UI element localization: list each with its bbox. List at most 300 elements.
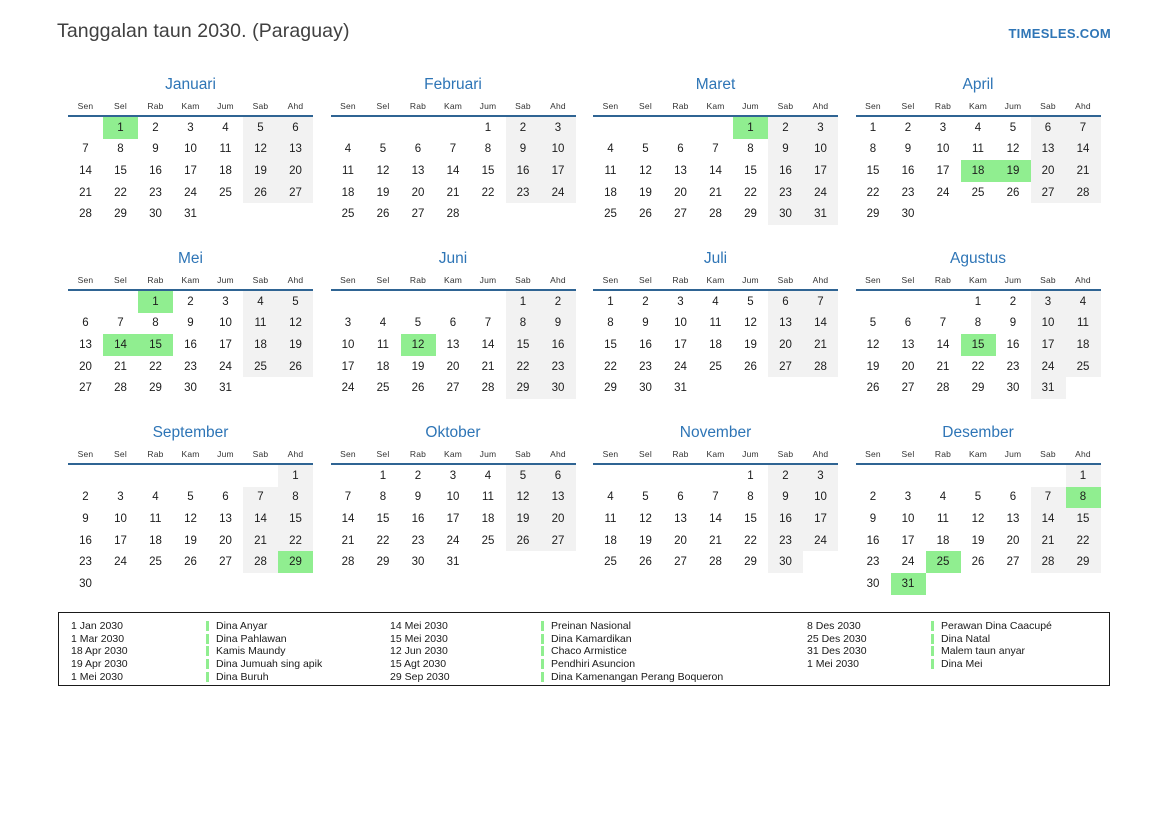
- week-row: [68, 313, 313, 335]
- day-cell: 1: [138, 291, 173, 313]
- month-juli: [593, 249, 838, 423]
- week-row: [593, 377, 838, 399]
- day-cell: 6: [82, 317, 89, 330]
- day-header: Kam: [181, 101, 200, 111]
- week-row: [68, 117, 313, 139]
- day-cell: 19: [376, 186, 390, 199]
- day-cell: 4: [712, 295, 719, 308]
- day-cell: 15: [604, 338, 617, 351]
- legend-row: [71, 658, 390, 671]
- empty-cell: [768, 377, 803, 399]
- month-title: September: [152, 424, 229, 441]
- day-header: Ahd: [812, 275, 829, 285]
- day-cell: 29: [114, 208, 127, 221]
- empty-cell: [173, 573, 208, 595]
- week-row: [856, 356, 1101, 378]
- day-cell: 27: [768, 356, 803, 378]
- empty-cell: [803, 377, 838, 399]
- day-cell: 6: [677, 143, 684, 156]
- day-header: Sen: [340, 101, 356, 111]
- site-link[interactable]: TIMESLES.COM: [1008, 26, 1111, 41]
- day-header: Sen: [865, 275, 881, 285]
- day-cell: 3: [117, 491, 124, 504]
- day-header: Kam: [706, 275, 725, 285]
- day-cell: 9: [152, 143, 159, 156]
- day-cell: 11: [342, 164, 354, 177]
- week-row: [593, 508, 838, 530]
- holiday-name: [541, 658, 635, 670]
- day-cell: 16: [149, 164, 162, 177]
- day-cell: 9: [82, 512, 89, 525]
- day-cell: 3: [187, 121, 194, 134]
- day-cell: 14: [481, 338, 495, 351]
- empty-cell: [961, 465, 996, 487]
- holiday-marker-icon: [931, 646, 934, 656]
- day-cell: 5: [506, 465, 541, 487]
- month-april: [856, 75, 1101, 249]
- day-cell: 24: [901, 556, 915, 569]
- holiday-name-text: Preinan Nasional: [551, 620, 631, 633]
- legend-group: [807, 620, 1107, 685]
- empty-cell: [471, 551, 506, 573]
- day-cell: 12: [639, 164, 652, 177]
- day-header: Sen: [602, 449, 619, 459]
- day-cell: 1: [733, 117, 768, 139]
- day-header: Rab: [672, 101, 689, 111]
- day-header: Sab: [777, 101, 794, 111]
- legend-group: [390, 620, 807, 685]
- day-cell: 13: [219, 512, 232, 525]
- week-row: [593, 160, 838, 182]
- day-cell: 26: [278, 356, 313, 378]
- day-cell: 14: [79, 164, 92, 177]
- day-cell: 17: [114, 534, 127, 547]
- day-cell: 28: [341, 556, 355, 569]
- day-header-row: [593, 446, 838, 465]
- month-oktober: [331, 423, 576, 597]
- day-header: Sel: [114, 449, 127, 459]
- day-cell: 17: [901, 534, 915, 547]
- day-header: Rab: [672, 275, 689, 285]
- day-cell: 10: [114, 512, 127, 525]
- week-row: [593, 334, 838, 356]
- day-cell: 12: [278, 313, 313, 335]
- week-row: [68, 334, 313, 356]
- day-cell: 20: [674, 534, 687, 547]
- holiday-name-text: Kamis Maundy: [216, 645, 286, 658]
- day-cell: 19: [278, 334, 313, 356]
- day-cell: 20: [1031, 160, 1066, 182]
- empty-cell: [471, 291, 506, 313]
- legend-group: [71, 620, 390, 685]
- holiday-date: 31 Des 2030: [807, 645, 867, 658]
- day-cell: 8: [869, 143, 877, 156]
- day-cell: 19: [506, 508, 541, 530]
- day-cell: 30: [866, 577, 880, 590]
- day-cell: 16: [506, 160, 541, 182]
- month-title: Oktober: [425, 424, 481, 441]
- day-cell: 19: [996, 160, 1031, 182]
- day-cell: 19: [411, 360, 425, 373]
- month-title: Juni: [438, 250, 468, 267]
- day-cell: 18: [243, 334, 278, 356]
- day-header: Kam: [706, 449, 725, 459]
- empty-cell: [961, 203, 996, 225]
- day-cell: 28: [1031, 551, 1066, 573]
- empty-cell: [1066, 377, 1101, 399]
- legend-row: [71, 620, 390, 633]
- day-cell: 26: [1006, 186, 1020, 199]
- day-cell: 23: [506, 182, 541, 204]
- week-row: [856, 203, 1101, 225]
- day-cell: 5: [869, 317, 877, 330]
- day-cell: 17: [219, 338, 232, 351]
- day-cell: 24: [114, 556, 127, 569]
- day-cell: 25: [926, 551, 961, 573]
- day-header: Rab: [934, 275, 952, 285]
- day-cell: 21: [803, 334, 838, 356]
- day-cell: 8: [974, 317, 982, 330]
- day-cell: 4: [344, 143, 352, 156]
- empty-cell: [68, 465, 103, 487]
- holiday-name: [931, 658, 982, 670]
- day-cell: 9: [1009, 317, 1017, 330]
- day-cell: 5: [747, 295, 754, 308]
- day-cell: 6: [449, 317, 457, 330]
- day-cell: 28: [79, 208, 92, 221]
- day-cell: 24: [184, 186, 197, 199]
- week-row: [856, 487, 1101, 509]
- holiday-marker-icon: [541, 621, 544, 631]
- day-cell: 7: [712, 491, 719, 504]
- day-cell: 10: [541, 139, 576, 161]
- day-cell: 13: [901, 338, 915, 351]
- day-cell: 13: [674, 512, 687, 525]
- day-cell: 9: [187, 317, 194, 330]
- day-cell: 18: [604, 186, 617, 199]
- empty-cell: [471, 203, 506, 225]
- day-cell: 3: [803, 117, 838, 139]
- legend-row: [390, 658, 807, 671]
- day-header: Kam: [968, 275, 988, 285]
- day-header: Ahd: [1075, 101, 1091, 111]
- day-cell: 8: [117, 143, 124, 156]
- day-cell: 13: [411, 164, 425, 177]
- week-row: [68, 508, 313, 530]
- day-cell: 23: [79, 556, 92, 569]
- month-januari: [68, 75, 313, 249]
- day-cell: 12: [401, 334, 436, 356]
- calendar-grid: [0, 75, 1169, 597]
- day-cell: 26: [184, 556, 197, 569]
- holiday-name-text: Dina Natal: [941, 632, 991, 645]
- day-cell: 2: [506, 117, 541, 139]
- day-cell: 28: [243, 551, 278, 573]
- day-header-row: [593, 98, 838, 117]
- empty-cell: [1031, 465, 1066, 487]
- day-cell: 30: [768, 203, 803, 225]
- day-header: Rab: [934, 101, 952, 111]
- holiday-name-text: Dina Buruh: [216, 670, 269, 683]
- day-cell: 5: [974, 491, 982, 504]
- month-title: Februari: [424, 76, 482, 93]
- empty-cell: [243, 573, 278, 595]
- empty-cell: [698, 117, 733, 139]
- day-cell: 23: [639, 360, 652, 373]
- month-title: Maret: [695, 76, 736, 93]
- holiday-name: [206, 671, 269, 683]
- day-cell: 19: [971, 534, 985, 547]
- day-header: Jum: [217, 275, 234, 285]
- day-cell: 3: [803, 465, 838, 487]
- day-cell: 22: [278, 530, 313, 552]
- day-cell: 6: [541, 465, 576, 487]
- empty-cell: [366, 291, 401, 313]
- day-cell: 12: [184, 512, 197, 525]
- day-cell: 7: [1066, 117, 1101, 139]
- day-header: Sel: [639, 449, 652, 459]
- day-header: Jum: [742, 101, 759, 111]
- empty-cell: [401, 291, 436, 313]
- day-header: Jum: [1004, 101, 1022, 111]
- empty-cell: [926, 465, 961, 487]
- page-header: [0, 0, 1169, 55]
- day-cell: 31: [1031, 377, 1066, 399]
- day-cell: 31: [219, 382, 232, 395]
- week-row: [68, 160, 313, 182]
- legend-row: [807, 645, 1107, 658]
- day-cell: 2: [768, 465, 803, 487]
- day-cell: 31: [803, 203, 838, 225]
- day-cell: 21: [709, 534, 722, 547]
- day-cell: 14: [1066, 139, 1101, 161]
- day-cell: 25: [604, 208, 617, 221]
- day-cell: 26: [639, 208, 652, 221]
- day-header-row: [68, 98, 313, 117]
- empty-cell: [541, 551, 576, 573]
- day-cell: 27: [79, 382, 92, 395]
- day-cell: 20: [901, 360, 915, 373]
- day-header: Sab: [777, 449, 794, 459]
- day-cell: 10: [1031, 313, 1066, 335]
- week-row: [68, 203, 313, 225]
- holiday-name-text: Chaco Armistice: [551, 645, 627, 658]
- day-cell: 24: [446, 534, 460, 547]
- legend-row: [807, 633, 1107, 646]
- empty-cell: [278, 377, 313, 399]
- day-cell: 25: [971, 186, 985, 199]
- day-cell: 7: [449, 143, 457, 156]
- holiday-name: [206, 645, 285, 657]
- day-cell: 18: [961, 160, 996, 182]
- day-cell: 2: [869, 491, 877, 504]
- day-cell: 16: [901, 164, 915, 177]
- day-cell: 24: [674, 360, 687, 373]
- day-header: Sel: [376, 449, 390, 459]
- empty-cell: [138, 465, 173, 487]
- holiday-name: [931, 645, 1025, 657]
- day-cell: 13: [768, 313, 803, 335]
- day-cell: 13: [1031, 139, 1066, 161]
- day-cell: 28: [114, 382, 127, 395]
- week-row: [856, 182, 1101, 204]
- day-cell: 15: [114, 164, 127, 177]
- day-cell: 22: [114, 186, 127, 199]
- day-cell: 4: [939, 491, 947, 504]
- day-header: Kam: [706, 101, 725, 111]
- day-cell: 11: [149, 512, 162, 525]
- week-row: [68, 356, 313, 378]
- day-cell: 30: [639, 382, 652, 395]
- week-row: [856, 160, 1101, 182]
- day-cell: 20: [541, 508, 576, 530]
- week-row: [856, 334, 1101, 356]
- day-cell: 4: [152, 491, 159, 504]
- day-cell: 12: [866, 338, 880, 351]
- day-cell: 18: [604, 534, 617, 547]
- empty-cell: [208, 465, 243, 487]
- day-cell: 2: [541, 291, 576, 313]
- day-cell: 17: [803, 508, 838, 530]
- holiday-marker-icon: [541, 646, 544, 656]
- day-cell: 5: [243, 117, 278, 139]
- holiday-date: 1 Mei 2030: [807, 658, 859, 671]
- day-header: Jum: [479, 449, 497, 459]
- day-cell: 18: [219, 164, 232, 177]
- day-cell: 10: [674, 317, 687, 330]
- day-cell: 17: [184, 164, 197, 177]
- day-cell: 8: [747, 491, 754, 504]
- day-cell: 25: [709, 360, 722, 373]
- empty-cell: [506, 551, 541, 573]
- day-cell: 13: [79, 338, 92, 351]
- day-cell: 1: [379, 469, 387, 482]
- day-cell: 18: [341, 186, 355, 199]
- day-cell: 20: [674, 186, 687, 199]
- day-header: Jum: [1004, 449, 1022, 459]
- day-header: Sen: [340, 449, 356, 459]
- day-cell: 26: [866, 382, 880, 395]
- day-header: Jum: [479, 101, 497, 111]
- holiday-date: 1 Jan 2030: [71, 620, 123, 633]
- day-cell: 5: [379, 143, 387, 156]
- day-header: Ahd: [550, 449, 566, 459]
- day-cell: 9: [541, 313, 576, 335]
- week-row: [593, 551, 838, 573]
- day-cell: 3: [677, 295, 684, 308]
- day-cell: 12: [1006, 143, 1020, 156]
- week-row: [593, 182, 838, 204]
- day-header: Sel: [114, 101, 127, 111]
- week-row: [331, 508, 576, 530]
- day-header: Sab: [515, 449, 531, 459]
- empty-cell: [506, 203, 541, 225]
- day-cell: 30: [541, 377, 576, 399]
- day-header: Jum: [742, 449, 759, 459]
- holiday-name-text: Dina Mei: [941, 658, 983, 671]
- day-header: Sel: [901, 101, 915, 111]
- day-cell: 29: [506, 377, 541, 399]
- day-cell: 7: [117, 317, 124, 330]
- day-header: Ahd: [1075, 449, 1091, 459]
- week-row: [593, 313, 838, 335]
- week-row: [331, 487, 576, 509]
- empty-cell: [331, 291, 366, 313]
- day-cell: 27: [1031, 182, 1066, 204]
- day-cell: 23: [541, 356, 576, 378]
- day-cell: 17: [803, 160, 838, 182]
- day-cell: 26: [971, 556, 985, 569]
- day-cell: 24: [341, 382, 355, 395]
- day-cell: 18: [936, 534, 950, 547]
- day-header-row: [331, 272, 576, 291]
- holiday-date: 8 Des 2030: [807, 620, 861, 633]
- day-cell: 27: [278, 182, 313, 204]
- day-cell: 12: [971, 512, 985, 525]
- day-cell: 7: [243, 487, 278, 509]
- day-cell: 3: [1031, 291, 1066, 313]
- day-cell: 29: [744, 556, 757, 569]
- day-header: Kam: [443, 101, 463, 111]
- day-header: Sab: [515, 275, 531, 285]
- day-cell: 5: [278, 291, 313, 313]
- day-cell: 7: [82, 143, 89, 156]
- day-cell: 10: [219, 317, 232, 330]
- day-header: Jum: [217, 101, 234, 111]
- empty-cell: [926, 573, 961, 595]
- holiday-name: [206, 620, 267, 632]
- empty-cell: [138, 573, 173, 595]
- day-header: Sel: [901, 449, 915, 459]
- holiday-name-text: Dina Anyar: [216, 620, 268, 633]
- week-row: [593, 203, 838, 225]
- empty-cell: [436, 291, 471, 313]
- week-row: [593, 530, 838, 552]
- legend-row: [807, 620, 1107, 633]
- empty-cell: [996, 203, 1031, 225]
- day-cell: 17: [936, 164, 950, 177]
- empty-cell: [208, 203, 243, 225]
- day-cell: 15: [866, 164, 880, 177]
- legend-row: [390, 645, 807, 658]
- day-cell: 1: [484, 121, 492, 134]
- holiday-name-text: Dina Kamenangan Perang Boqueron: [551, 670, 724, 683]
- day-cell: 12: [639, 512, 652, 525]
- empty-cell: [208, 573, 243, 595]
- day-header: Rab: [409, 275, 427, 285]
- empty-cell: [663, 117, 698, 139]
- day-cell: 27: [674, 556, 687, 569]
- day-cell: 11: [709, 317, 722, 330]
- day-cell: 30: [901, 208, 915, 221]
- week-row: [856, 139, 1101, 161]
- day-header: Ahd: [550, 101, 566, 111]
- day-header: Kam: [181, 275, 200, 285]
- day-cell: 6: [768, 291, 803, 313]
- week-row: [856, 508, 1101, 530]
- day-cell: 16: [866, 534, 880, 547]
- week-row: [593, 291, 838, 313]
- day-header: Kam: [443, 275, 463, 285]
- day-cell: 5: [642, 491, 649, 504]
- day-header: Rab: [147, 449, 164, 459]
- week-row: [68, 573, 313, 595]
- holiday-name: [541, 645, 627, 657]
- day-cell: 9: [414, 491, 422, 504]
- day-cell: 22: [506, 356, 541, 378]
- empty-cell: [996, 465, 1031, 487]
- holiday-name-text: Pendhiri Asuncion: [551, 658, 636, 671]
